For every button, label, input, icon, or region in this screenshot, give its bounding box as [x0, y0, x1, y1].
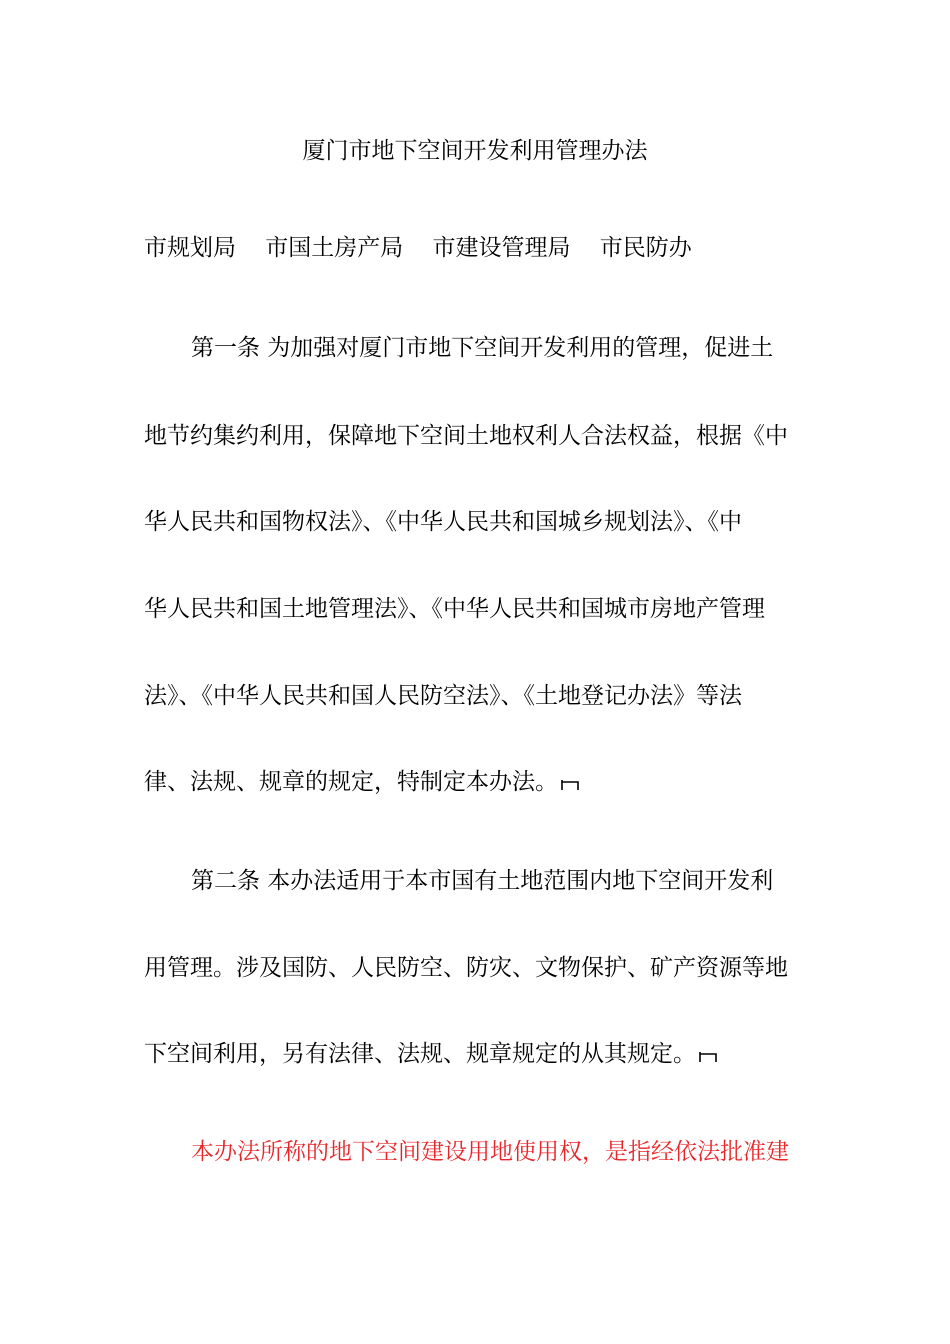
article-1-line-5: 法》、《中华人民共和国人民防空法》、《土地登记办法》等法 — [144, 683, 742, 709]
article-2-line-2: 用管理。涉及国防、人民防空、防灾、文物保护、矿产资源等地 — [144, 955, 788, 981]
article-1-line-3: 华人民共和国物权法》、《中华人民共和国城乡规划法》、《中 — [144, 509, 742, 535]
article-2-line-3: 下空间利用，另有法律、法规、规章规定的从其规定。 — [144, 1041, 696, 1067]
document-title: 厦门市地下空间开发利用管理办法 — [302, 138, 648, 164]
issuing-departments: 市规划局 市国土房产局 市建设管理局 市民防办 — [144, 235, 692, 261]
article-1-line-1: 第一条 为加强对厦门市地下空间开发利用的管理，促进土 — [191, 335, 774, 361]
article-2-line-1: 第二条 本办法适用于本市国有土地范围内地下空间开发利 — [191, 868, 774, 894]
article-1-line-6: 律、法规、规章的规定，特制定本办法。 — [144, 769, 558, 795]
article-1-line-4: 华人民共和国土地管理法》、《中华人民共和国城市房地产管理 — [144, 596, 765, 622]
article-1-line-2: 地节约集约利用，保障地下空间土地权利人合法权益，根据《中 — [144, 423, 788, 449]
article-2-line-3-wrap — [144, 1039, 824, 1069]
paragraph-return-mark-icon — [699, 1049, 717, 1063]
highlighted-paragraph-line: 本办法所称的地下空间建设用地使用权，是指经依法批准建 — [191, 1139, 789, 1165]
article-1-line-6-wrap — [144, 767, 824, 797]
paragraph-return-mark-icon — [561, 777, 579, 791]
